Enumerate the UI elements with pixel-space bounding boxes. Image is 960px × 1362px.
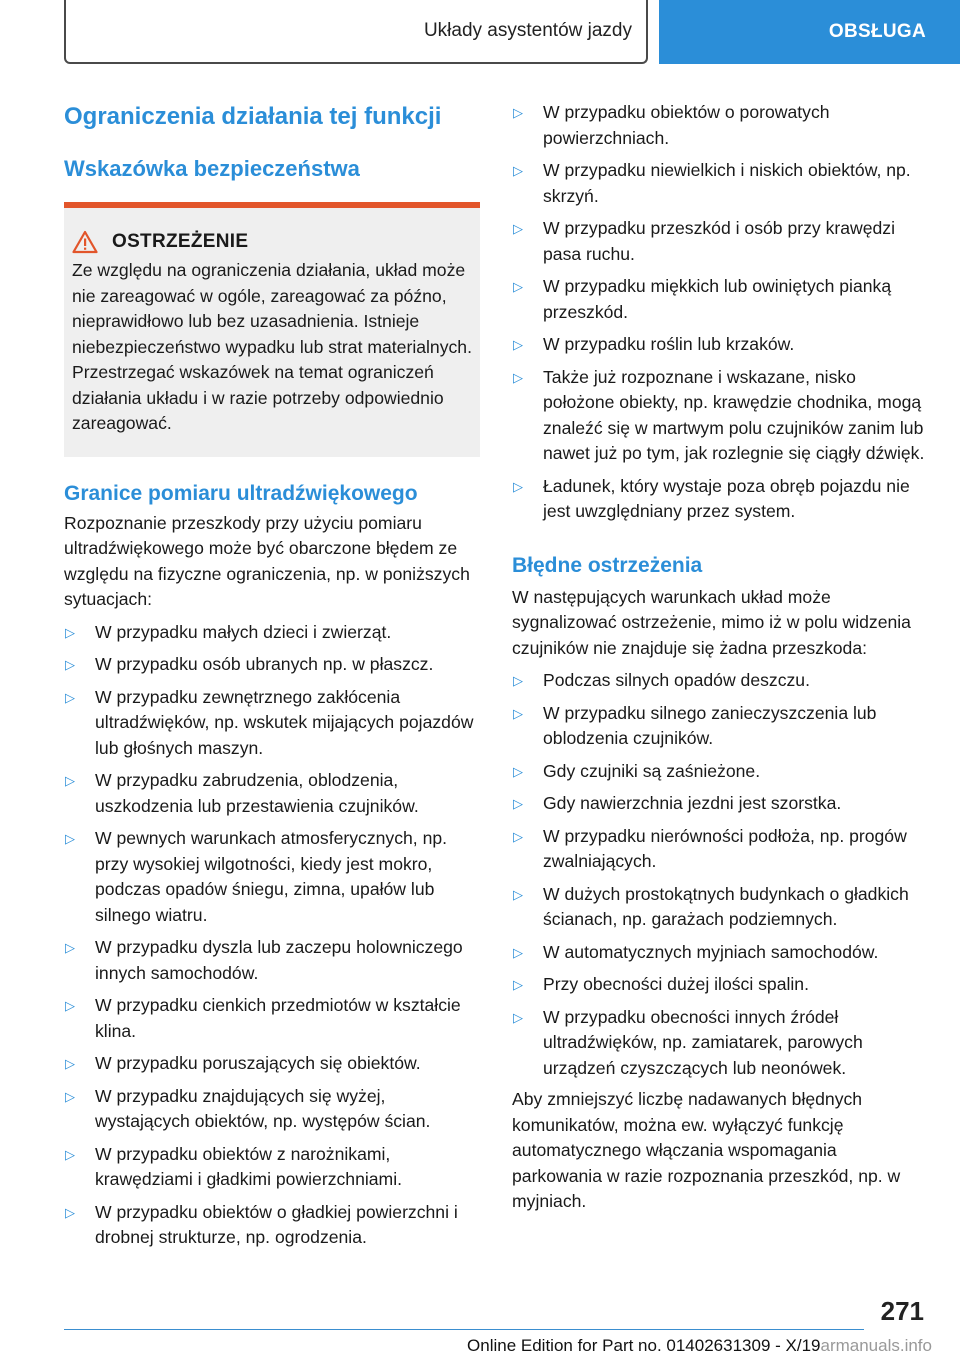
bullet-triangle-icon: ▷ — [513, 478, 523, 494]
list-item-text: W przypadku silnego zanieczyszczenia lub oblodzenia czujników. — [543, 702, 877, 748]
obstacle-list — [512, 100, 928, 525]
list-item-text: Także już rozpoznane i wskazane, nisko położone obiekty, np. krawędzie chodnika, mogą znaleźć się w martwym polu czujników zanim lub nawet już po tym, jak rozlegnie się ciągły dźwięk. — [543, 366, 925, 463]
list-item — [512, 882, 928, 933]
ultrasound-list — [64, 620, 480, 1251]
bullet-triangle-icon: ▷ — [65, 773, 75, 788]
list-item-text: W przypadku zabrudzenia, oblodzenia, uszkodzenia lub przestawienia czujników. — [95, 770, 419, 816]
warning-box — [64, 202, 480, 457]
list-item-text: Przy obecności dużej ilości spalin. — [543, 974, 809, 994]
list-item-text: W dużych prostokątnych budynkach o gładkich ścianach, np. garażach podziemnych. — [543, 883, 909, 929]
list-item-text: W pewnych warunkach atmosferycznych, np. przy wysokiej wilgotności, kiedy jest mokro, podczas opadów śniegu, zimna, upałów lub silnego wiatru. — [95, 828, 448, 925]
list-item — [512, 332, 928, 358]
list-item — [64, 685, 480, 762]
list-item-text: W przypadku obecności innych źródeł ultradźwięków, np. zamiatarek, parowych urządzeń czyszczących lub neonówek. — [543, 1006, 863, 1078]
chapter-header — [64, 0, 648, 64]
list-item-text: W przypadku poruszających się obiektów. — [95, 1053, 421, 1073]
list-item-text: W przypadku znajdujących się wyżej, wystających obiektów, np. występów ścian. — [95, 1085, 431, 1131]
bullet-triangle-icon: ▷ — [513, 105, 523, 120]
list-item-text: Ładunek, który wystaje poza obręb pojazdu nie jest uwzględniany przez system. — [543, 475, 910, 521]
list-item — [512, 100, 928, 151]
list-item — [512, 474, 928, 525]
list-item — [512, 940, 928, 966]
right-column — [512, 100, 928, 1215]
list-item-text: W przypadku zewnętrznego zakłócenia ultradźwięków, np. wskutek mijających pojazdów lub głośnych maszyn. — [95, 686, 474, 758]
ultrasound-heading: Granice pomiaru ultradźwiękowego — [64, 481, 418, 505]
footer-edition — [467, 1336, 932, 1356]
warning-header — [72, 230, 472, 254]
list-item-text: W przypadku niewielkich i niskich obiektów, np. skrzyń. — [543, 160, 911, 206]
bullet-triangle-icon: ▷ — [65, 657, 75, 672]
list-item — [64, 935, 480, 986]
bullet-triangle-icon: ▷ — [513, 221, 523, 236]
list-item-text: W przypadku nierówności podłoża, np. progów zwalniających. — [543, 825, 907, 871]
bullet-triangle-icon: ▷ — [65, 689, 75, 705]
list-item-text: Podczas silnych opadów deszczu. — [543, 670, 810, 690]
bullet-triangle-icon: ▷ — [65, 624, 75, 640]
left-column — [64, 100, 480, 1251]
bullet-triangle-icon: ▷ — [513, 705, 523, 721]
page-title: Ograniczenia działania tej funkcji — [64, 103, 442, 130]
list-item — [512, 216, 928, 267]
safety-subtitle: Wskazówka bezpieczeństwa — [64, 156, 360, 181]
brand-watermark: armanuals.info — [820, 1336, 932, 1355]
list-item-text: W przypadku miękkich lub owiniętych pianką przeszkód. — [543, 276, 892, 322]
page-number: 271 — [880, 1296, 924, 1326]
bullet-triangle-icon: ▷ — [65, 831, 75, 846]
list-item-text: W przypadku dyszla lub zaczepu holowniczego innych samochodów. — [95, 937, 463, 983]
bullet-triangle-icon: ▷ — [513, 673, 523, 688]
section-tab — [659, 0, 960, 64]
list-item — [64, 1084, 480, 1135]
list-item — [512, 972, 928, 998]
list-item — [512, 701, 928, 752]
list-item — [512, 791, 928, 817]
list-item-text: W przypadku cienkich przedmiotów w kształcie klina. — [95, 995, 461, 1041]
list-item-text: W przypadku obiektów o porowatych powierzchniach. — [543, 102, 830, 148]
warning-triangle-icon — [72, 230, 98, 254]
warning-title: OSTRZEŻENIE — [112, 231, 249, 252]
bullet-triangle-icon: ▷ — [513, 886, 523, 902]
false-warnings-list — [512, 668, 928, 1081]
list-item — [512, 274, 928, 325]
bullet-triangle-icon: ▷ — [65, 1146, 75, 1162]
section-title: OBSŁUGA — [828, 21, 926, 42]
bullet-triangle-icon: ▷ — [513, 977, 523, 992]
list-item-text: W przypadku obiektów z narożnikami, krawędziami i gładkimi powierzchniami. — [95, 1143, 403, 1189]
bullet-triangle-icon: ▷ — [65, 1204, 75, 1220]
list-item-text: Gdy czujniki są zaśnieżone. — [543, 760, 761, 781]
list-item — [64, 652, 480, 678]
list-item — [64, 826, 480, 928]
list-item — [64, 1200, 480, 1251]
list-item — [512, 759, 928, 785]
false-warnings-intro: W następujących warunkach układ może sygnalizować ostrzeżenie, mimo iż w polu widzenia czujników nie znajduje się żadna przeszkoda: — [512, 586, 911, 658]
list-item — [512, 1005, 928, 1082]
edition-text: Online Edition for Part no. 01402631309 - X/19 — [467, 1336, 821, 1355]
false-warnings-heading: Błędne ostrzeżenia — [512, 553, 703, 577]
bullet-triangle-icon: ▷ — [513, 796, 523, 811]
list-item-text: W przypadku małych dzieci i zwierząt. — [95, 621, 392, 642]
list-item — [64, 993, 480, 1044]
list-item — [64, 768, 480, 819]
bullet-triangle-icon: ▷ — [513, 828, 523, 844]
footer-divider — [64, 1329, 864, 1330]
ultrasound-intro: Rozpoznanie przeszkody przy użyciu pomiaru ultradźwiękowego może być obarczone błędem ze względu na fizyczne ograniczenia, np. w poniższych sytuacjach: — [64, 512, 470, 609]
list-item — [64, 1142, 480, 1193]
bullet-triangle-icon: ▷ — [65, 998, 75, 1013]
list-item-text: W przypadku osób ubranych np. w płaszcz. — [95, 654, 434, 674]
bullet-triangle-icon: ▷ — [513, 337, 523, 352]
list-item-text: W przypadku obiektów o gładkiej powierzchni i drobnej strukturze, np. ogrodzenia. — [95, 1201, 458, 1247]
chapter-title: Układy asystentów jazdy — [423, 20, 632, 41]
list-item-text: Gdy nawierzchnia jezdni jest szorstka. — [543, 793, 842, 813]
list-item-text: W przypadku przeszkód i osób przy krawędzi pasa ruchu. — [543, 218, 896, 264]
list-item — [64, 620, 480, 646]
bullet-triangle-icon: ▷ — [65, 940, 75, 955]
list-item — [512, 158, 928, 209]
list-item — [512, 824, 928, 875]
list-item-text: W automatycznych myjniach samochodów. — [543, 941, 879, 962]
bullet-triangle-icon: ▷ — [513, 163, 523, 178]
false-warnings-outro: Aby zmniejszyć liczbę nadawanych błędnych komunikatów, można ew. wyłączyć funkcję automatycznego włączania wspomagania parkowania w razie rozpoznania przeszkód, np. w myjniach. — [512, 1089, 901, 1211]
bullet-triangle-icon: ▷ — [513, 279, 523, 294]
bullet-triangle-icon: ▷ — [513, 1009, 523, 1025]
bullet-triangle-icon: ▷ — [513, 944, 523, 960]
bullet-triangle-icon: ▷ — [65, 1056, 75, 1071]
bullet-triangle-icon: ▷ — [513, 763, 523, 779]
list-item-text: W przypadku roślin lub krzaków. — [543, 334, 795, 354]
bullet-triangle-icon: ▷ — [513, 369, 523, 385]
bullet-triangle-icon: ▷ — [65, 1088, 75, 1104]
list-item — [64, 1051, 480, 1077]
list-item — [512, 365, 928, 467]
warning-text: Ze względu na ograniczenia działania, układ może nie zareagować w ogóle, zareagować za późno, nieprawidłowo lub bez uzasadnienia. Istnieje niebezpieczeństwo wypadku lub strat materialnych. Przestrzegać wskazówek na temat ograniczeń działania układu i w razie potrzeby odpowiednio zareagować. — [72, 260, 472, 433]
list-item — [512, 668, 928, 694]
